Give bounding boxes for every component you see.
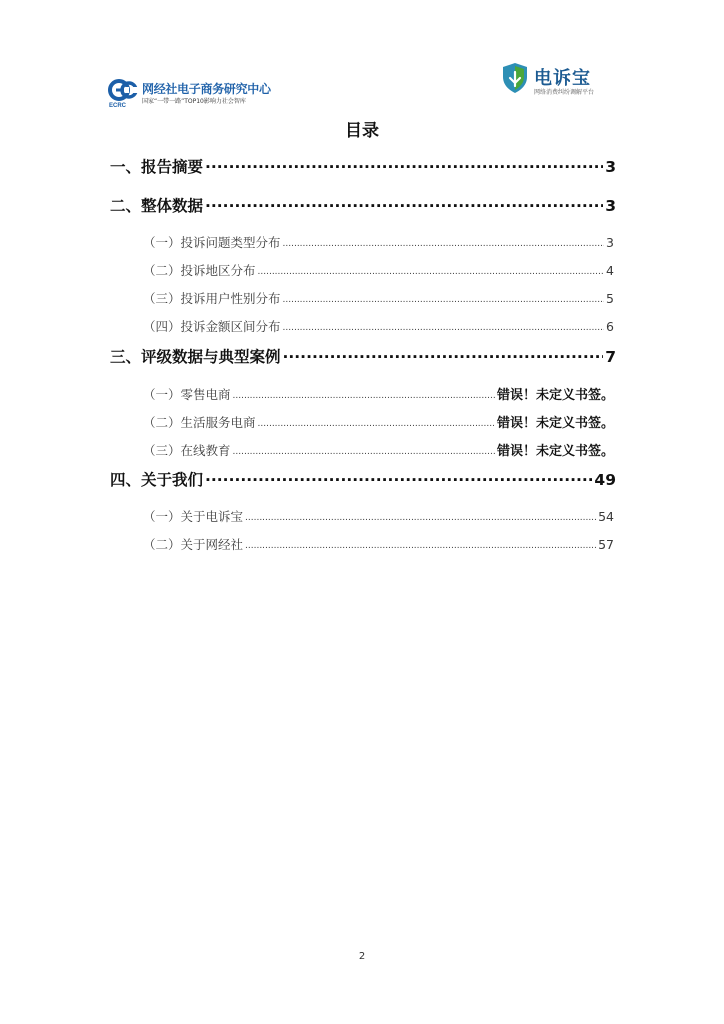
toc-entry-about-dsb[interactable] bbox=[143, 507, 614, 525]
dsb-logo-name: 电诉宝 bbox=[534, 68, 591, 89]
toc-entry-about-ecrc[interactable] bbox=[143, 535, 614, 553]
dsb-logo-subtitle: 网络消费纠纷调解平台 bbox=[534, 89, 595, 96]
toc-leader-dots bbox=[205, 193, 603, 211]
toc-entry-complaint-gender[interactable] bbox=[143, 289, 614, 307]
toc-entry-overall-data[interactable] bbox=[110, 194, 616, 216]
toc-entry-page: 7 bbox=[605, 348, 616, 366]
toc-leader-dots bbox=[283, 239, 605, 249]
toc-entry-page-error: 错误！未定义书签。 bbox=[496, 416, 614, 431]
toc-entry-page: 57 bbox=[598, 537, 614, 552]
shield-icon bbox=[502, 62, 528, 94]
toc-entry-label: （二）投诉地区分布 bbox=[143, 263, 256, 278]
toc-entry-page: 4 bbox=[606, 263, 614, 278]
toc-entry-report-summary[interactable] bbox=[110, 155, 616, 177]
toc-leader-dots bbox=[258, 419, 495, 429]
toc-title: 目录 bbox=[345, 121, 379, 141]
toc-entry-label: 四、关于我们 bbox=[110, 471, 204, 489]
ecrc-mark-sub: ECRC bbox=[109, 103, 127, 108]
ecrc-logo-name: 网经社电子商务研究中心 bbox=[142, 82, 271, 96]
toc-entry-rating-cases[interactable] bbox=[110, 345, 616, 367]
toc-entry-label: （三）投诉用户性别分布 bbox=[143, 291, 281, 306]
toc-entry-complaint-type[interactable] bbox=[143, 233, 614, 251]
toc-entry-page: 49 bbox=[594, 471, 616, 489]
toc-leader-dots bbox=[233, 391, 495, 401]
toc-entry-page: 6 bbox=[606, 319, 614, 334]
toc-entry-page-error: 错误！未定义书签。 bbox=[496, 444, 614, 459]
toc-leader-dots bbox=[233, 447, 495, 457]
toc-leader-dots bbox=[283, 295, 605, 305]
toc-entry-online-education[interactable] bbox=[143, 440, 614, 459]
toc-entry-page: 3 bbox=[605, 158, 616, 176]
toc-entry-page: 3 bbox=[605, 197, 616, 215]
toc-leader-dots bbox=[283, 344, 604, 362]
toc-entry-page-error: 错误！未定义书签。 bbox=[496, 388, 614, 403]
ecrc-logo-icon bbox=[108, 78, 138, 108]
toc-entry-label: （四）投诉金额区间分布 bbox=[143, 319, 281, 334]
toc-entry-label: （一）关于电诉宝 bbox=[143, 509, 244, 524]
toc-leader-dots bbox=[245, 541, 596, 551]
toc-entry-about-us[interactable] bbox=[110, 468, 616, 490]
toc-entry-label: （一）投诉问题类型分布 bbox=[143, 235, 281, 250]
toc-entry-page: 3 bbox=[606, 235, 614, 250]
toc-entry-retail-ecommerce[interactable] bbox=[143, 384, 614, 403]
toc-entry-page: 54 bbox=[598, 509, 614, 524]
dsb-logo bbox=[502, 62, 612, 98]
toc-leader-dots bbox=[245, 513, 596, 523]
ecrc-logo-subtitle: 国家“一带一路”TOP10影响力社会智库 bbox=[142, 98, 246, 105]
toc-entry-label: （二）关于网经社 bbox=[143, 537, 244, 552]
toc-entry-label: （三）在线教育 bbox=[143, 443, 231, 458]
toc-entry-label: （二）生活服务电商 bbox=[143, 415, 256, 430]
toc-leader-dots bbox=[283, 323, 605, 333]
toc-entry-label: （一）零售电商 bbox=[143, 387, 231, 402]
toc-entry-lifestyle-services[interactable] bbox=[143, 412, 614, 431]
toc-entry-label: 二、整体数据 bbox=[110, 197, 204, 215]
toc-entry-complaint-amount[interactable] bbox=[143, 317, 614, 335]
toc-leader-dots bbox=[258, 267, 605, 277]
page-number: 2 bbox=[358, 951, 366, 962]
toc-entry-label: 三、评级数据与典型案例 bbox=[110, 348, 281, 366]
toc-entry-label: 一、报告摘要 bbox=[110, 158, 204, 176]
toc-leader-dots bbox=[205, 154, 603, 172]
toc-entry-complaint-region[interactable] bbox=[143, 261, 614, 279]
toc-leader-dots bbox=[205, 467, 592, 485]
ecrc-logo bbox=[108, 78, 288, 108]
toc-entry-page: 5 bbox=[606, 291, 614, 306]
